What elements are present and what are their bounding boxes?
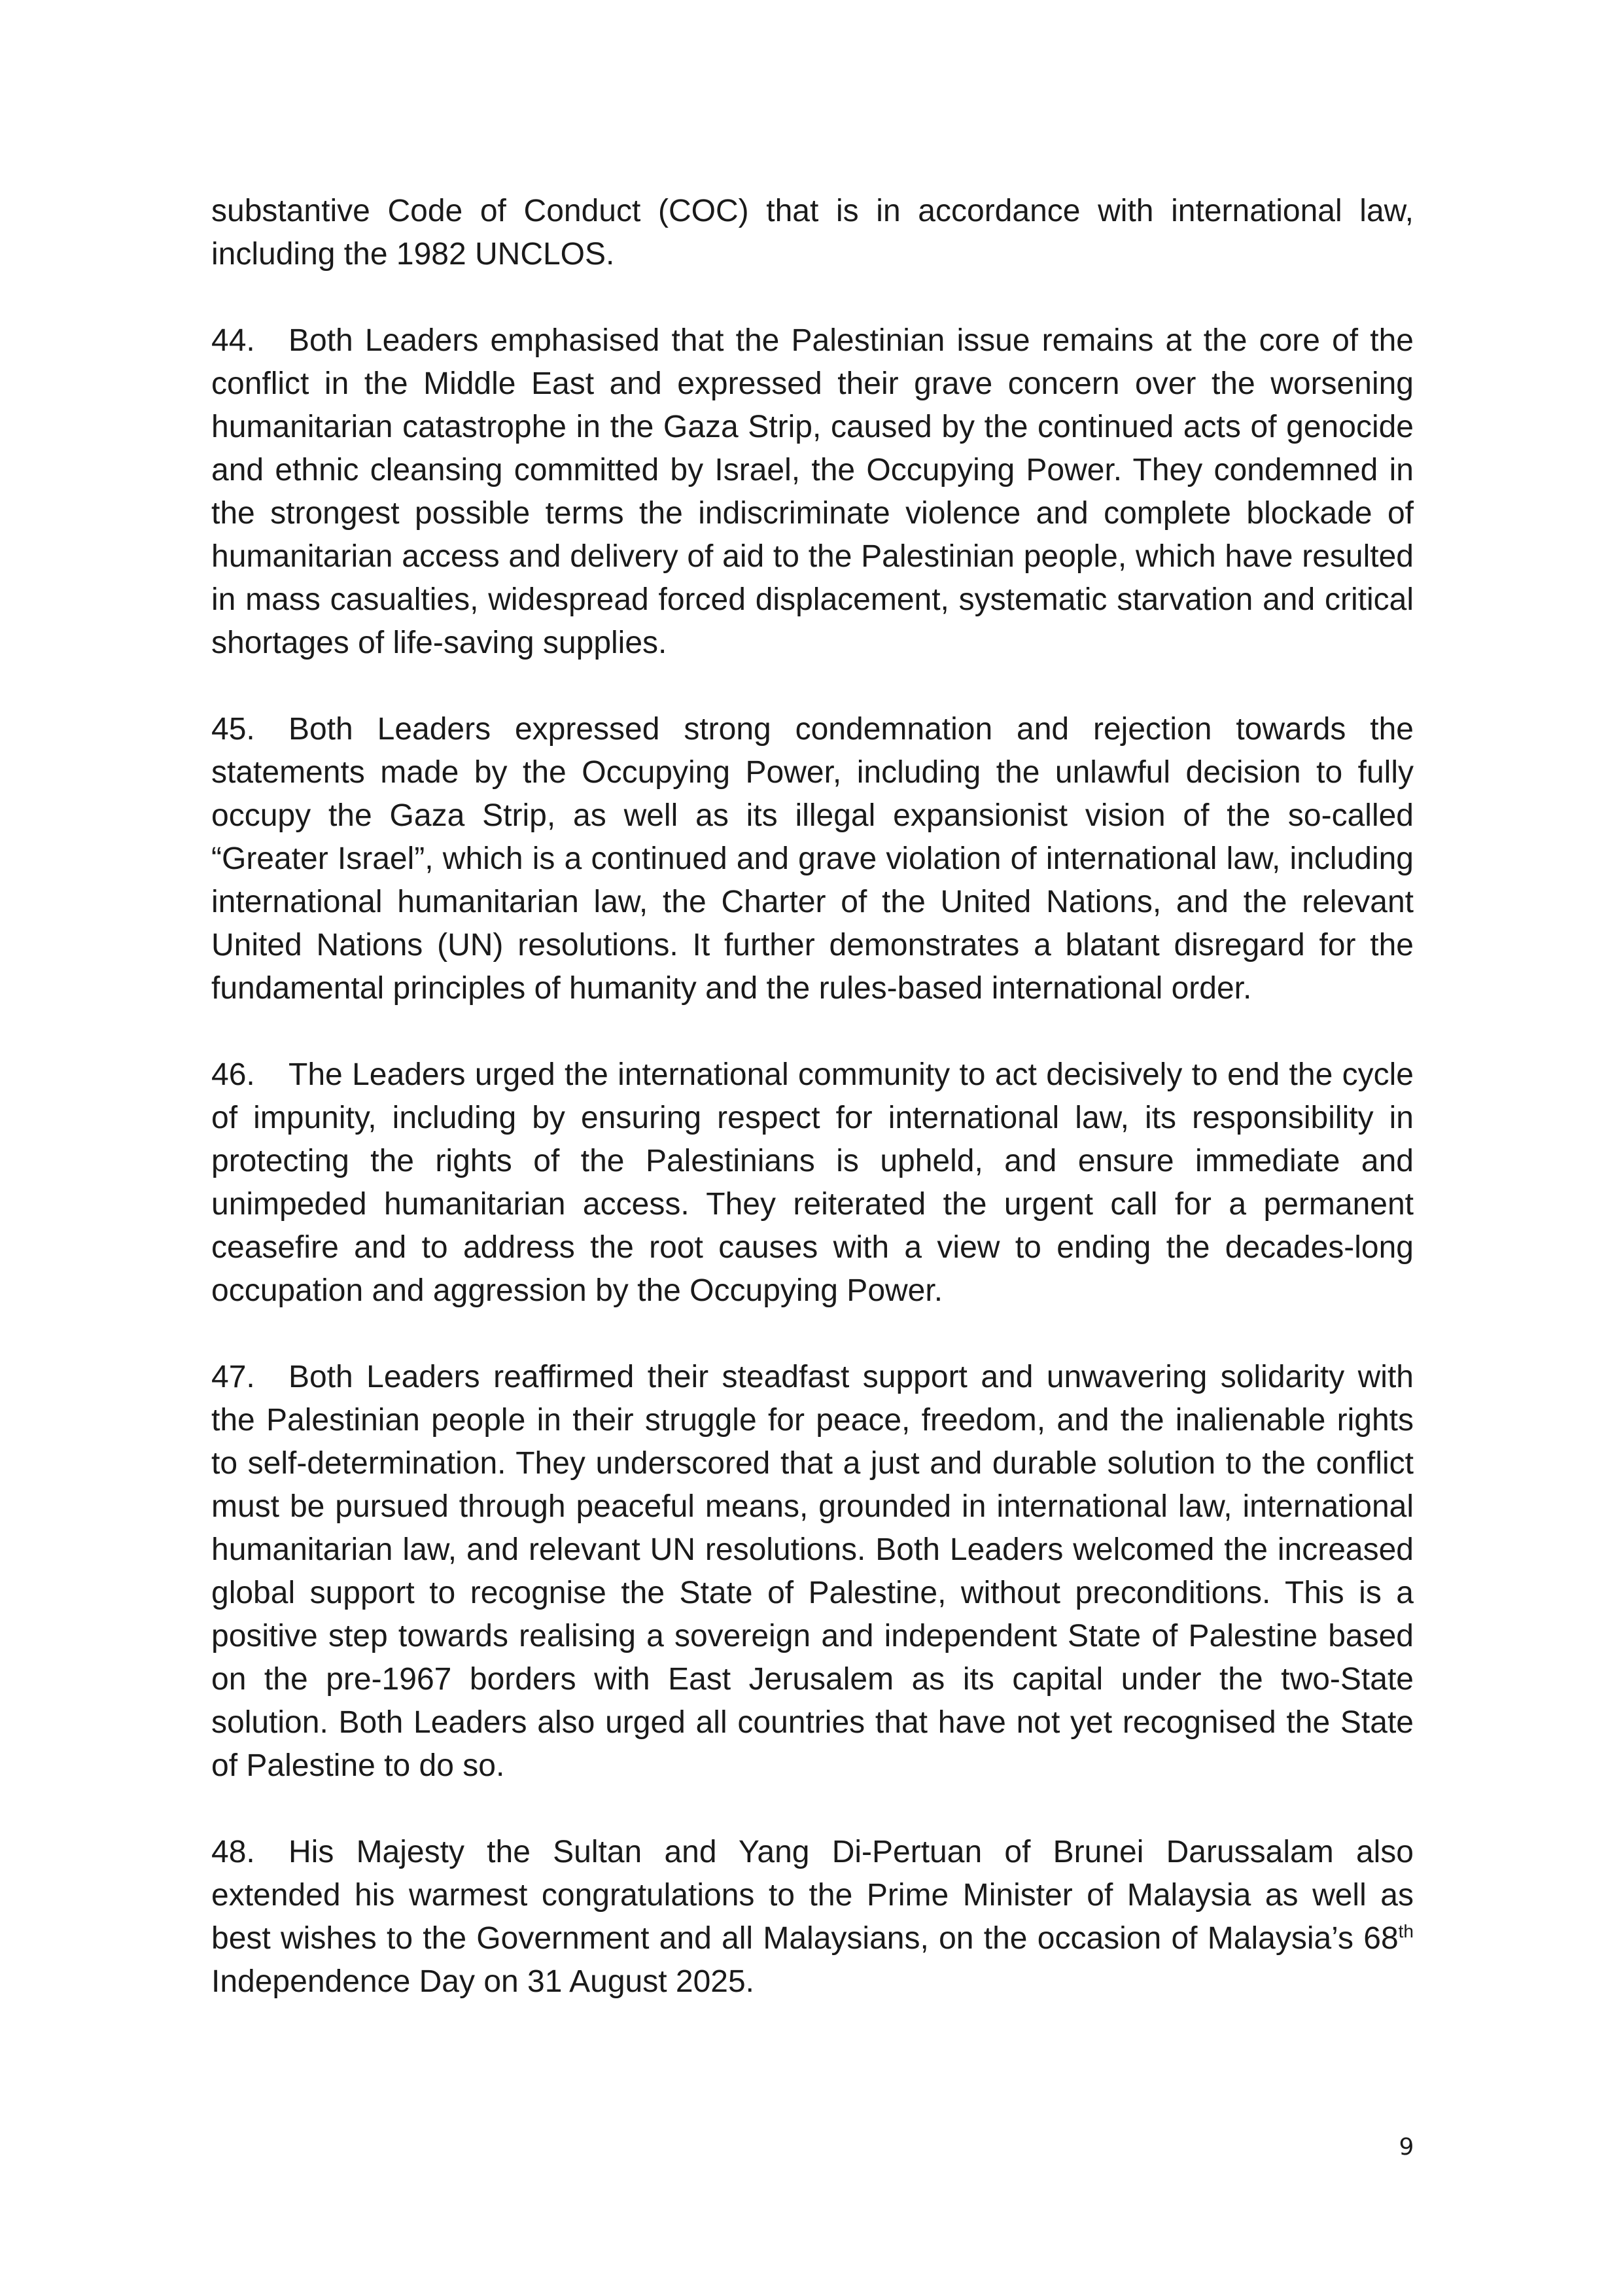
paragraph-number: 47. bbox=[211, 1360, 255, 1394]
paragraph-text: His Majesty the Sultan and Yang Di-Pertuan of Brunei Darussalam also extended his warmest congratulations to the Prime Minister of Malaysia as well as best wishes to the Government and all Malaysians, on the occasion of Malaysia’s 68 bbox=[211, 1835, 1414, 1956]
paragraph-45 bbox=[211, 708, 1414, 1010]
continuation-paragraph bbox=[211, 190, 1414, 276]
paragraph-text-end: Independence Day on 31 August 2025. bbox=[211, 1964, 755, 1999]
continuation-text: substantive Code of Conduct (COC) that is in accordance with international law, including the 1982 UNCLOS. bbox=[211, 194, 1414, 272]
paragraph-48 bbox=[211, 1831, 1414, 2004]
paragraph-text: Both Leaders reaffirmed their steadfast support and unwavering solidarity with the Palestinian people in their struggle for peace, freedom, and the inalienable rights to self-determination. They underscored that a just and durable solution to the conflict must be pursued through peaceful means, grounded in international law, international humanitarian law, and relevant UN resolutions. Both Leaders welcomed the increased global support to recognise the State of Palestine, without preconditions. This is a positive step towards realising a sovereign and independent State of Palestine based on the pre-1967 borders with East Jerusalem as its capital under the two-State solution. Both Leaders also urged all countries that have not yet recognised the State of Palestine to do so. bbox=[211, 1360, 1414, 1783]
paragraph-47 bbox=[211, 1356, 1414, 1788]
paragraph-number: 46. bbox=[211, 1057, 255, 1092]
paragraph-text: Both Leaders expressed strong condemnation and rejection towards the statements made by the Occupying Power, including the unlawful decision to fully occupy the Gaza Strip, as well as its illegal expansionist vision of the so-called “Greater Israel”, which is a continued and grave violation of international law, including international humanitarian law, the Charter of the United Nations, and the relevant United Nations (UN) resolutions. It further demonstrates a blatant disregard for the fundamental principles of humanity and the rules-based international order. bbox=[211, 712, 1414, 1006]
ordinal-superscript: th bbox=[1398, 1921, 1414, 1941]
paragraph-number: 48. bbox=[211, 1835, 255, 1869]
paragraph-46 bbox=[211, 1053, 1414, 1313]
page-number: 9 bbox=[1399, 2134, 1414, 2161]
document-body bbox=[211, 190, 1414, 2047]
paragraph-text: The Leaders urged the international community to act decisively to end the cycle of impunity, including by ensuring respect for international law, its responsibility in protecting the rights of the Palestinians is upheld, and ensure immediate and unimpeded humanitarian access. They reiterated the urgent call for a permanent ceasefire and to address the root causes with a view to ending the decades-long occupation and aggression by the Occupying Power. bbox=[211, 1057, 1414, 1308]
paragraph-number: 44. bbox=[211, 323, 255, 358]
paragraph-44 bbox=[211, 319, 1414, 665]
paragraph-text: Both Leaders emphasised that the Palestinian issue remains at the core of the conflict in the Middle East and expressed their grave concern over the worsening humanitarian catastrophe in the Gaza Strip, caused by the continued acts of genocide and ethnic cleansing committed by Israel, the Occupying Power. They condemned in the strongest possible terms the indiscriminate violence and complete blockade of humanitarian access and delivery of aid to the Palestinian people, which have resulted in mass casualties, widespread forced displacement, systematic starvation and critical shortages of life-saving supplies. bbox=[211, 323, 1414, 660]
paragraph-number: 45. bbox=[211, 712, 255, 747]
